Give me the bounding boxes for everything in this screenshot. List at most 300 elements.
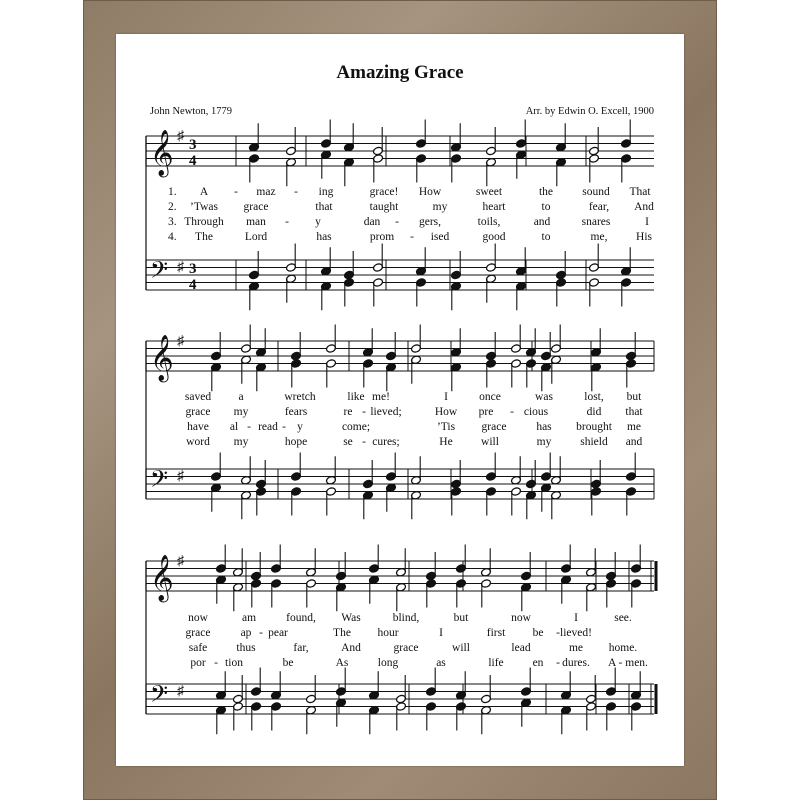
lyric-syllable: - bbox=[556, 657, 560, 669]
note bbox=[589, 278, 600, 307]
note bbox=[336, 552, 347, 581]
lyric-syllable: grace bbox=[481, 421, 507, 433]
note bbox=[326, 359, 337, 388]
note bbox=[369, 671, 380, 700]
note bbox=[306, 675, 317, 704]
note bbox=[336, 698, 347, 727]
lyric-syllable: - bbox=[556, 627, 560, 639]
lyricist-credit: John Newton, 1779 bbox=[150, 106, 232, 117]
note bbox=[416, 247, 427, 276]
lyric-syllable: ised bbox=[430, 231, 450, 243]
lyric-syllable: - bbox=[247, 421, 251, 433]
lyric-syllable: ing bbox=[318, 186, 334, 198]
lyric-syllable: lost, bbox=[584, 391, 604, 403]
lyric-syllable: - bbox=[410, 231, 414, 243]
note bbox=[516, 120, 527, 149]
lyric-syllable: - bbox=[510, 406, 514, 418]
note bbox=[363, 460, 374, 489]
note bbox=[241, 490, 252, 519]
note bbox=[386, 453, 397, 482]
lyric-syllable: man bbox=[246, 216, 266, 228]
lyric-syllable: my bbox=[536, 436, 552, 448]
note bbox=[451, 362, 462, 391]
lyric-syllable: will bbox=[481, 436, 499, 448]
note bbox=[451, 460, 462, 489]
note bbox=[271, 702, 282, 731]
note bbox=[373, 244, 384, 273]
lyric-syllable: but bbox=[453, 612, 469, 624]
verse-number: 3. bbox=[168, 216, 177, 228]
lyric-syllable: home. bbox=[608, 642, 638, 654]
note bbox=[411, 456, 422, 485]
lyric-syllable: dures. bbox=[562, 657, 590, 669]
lyric-syllable: thus bbox=[236, 642, 256, 654]
lyric-syllable: now bbox=[188, 612, 208, 624]
lyric-syllable: ’Tis bbox=[436, 421, 456, 433]
lyric-syllable: found, bbox=[286, 612, 316, 624]
bass-clef-icon: 𝄢 bbox=[150, 680, 169, 713]
lyric-syllable: like bbox=[347, 391, 365, 403]
lyric-syllable: maz bbox=[256, 186, 276, 198]
note bbox=[631, 671, 642, 700]
note bbox=[526, 490, 537, 519]
note bbox=[456, 545, 467, 574]
lyric-syllable: safe bbox=[188, 642, 208, 654]
lyric-syllable: and bbox=[625, 436, 643, 448]
lyric-syllable: se bbox=[343, 436, 353, 448]
lyric-syllable: And bbox=[341, 642, 361, 654]
lyric-syllable: hour bbox=[377, 627, 399, 639]
note bbox=[511, 359, 522, 388]
note bbox=[426, 702, 437, 731]
note bbox=[373, 154, 384, 183]
note bbox=[486, 359, 497, 388]
note bbox=[631, 702, 642, 731]
lyric-syllable: my bbox=[233, 436, 249, 448]
lyric-syllable: - bbox=[362, 436, 366, 448]
lyric-syllable: grace bbox=[393, 642, 419, 654]
lyric-syllable: lieved; bbox=[370, 406, 402, 418]
note bbox=[211, 453, 222, 482]
lyric-syllable: grace bbox=[185, 406, 211, 418]
note bbox=[626, 487, 637, 516]
lyric-syllable: that bbox=[625, 406, 643, 418]
note bbox=[561, 671, 572, 700]
lyric-syllable: come; bbox=[341, 421, 371, 433]
lyric-syllable: - bbox=[214, 657, 218, 669]
note bbox=[516, 247, 527, 276]
note bbox=[306, 705, 317, 734]
note bbox=[486, 127, 497, 156]
lyric-syllable: prom bbox=[369, 231, 395, 243]
note bbox=[589, 154, 600, 183]
note bbox=[396, 675, 407, 704]
note bbox=[251, 702, 262, 731]
time-signature-top: 3 bbox=[189, 261, 197, 277]
lyric-syllable: How bbox=[434, 406, 458, 418]
lyric-syllable: cious bbox=[523, 406, 549, 418]
note bbox=[271, 545, 282, 574]
lyric-syllable: me, bbox=[590, 231, 608, 243]
note bbox=[456, 579, 467, 608]
lyric-syllable: As bbox=[335, 657, 349, 669]
note bbox=[216, 545, 227, 574]
note bbox=[326, 456, 337, 485]
note bbox=[306, 548, 317, 577]
note bbox=[486, 332, 497, 361]
note bbox=[481, 705, 492, 734]
lyric-syllable: pre bbox=[478, 406, 494, 418]
note bbox=[586, 675, 597, 704]
lyric-syllable: - bbox=[285, 216, 289, 228]
note bbox=[396, 548, 407, 577]
lyric-syllable: once bbox=[479, 391, 501, 403]
note bbox=[591, 362, 602, 391]
lyric-syllable: me bbox=[626, 421, 642, 433]
note bbox=[426, 552, 437, 581]
note bbox=[586, 702, 597, 731]
note bbox=[516, 281, 527, 310]
note bbox=[556, 157, 567, 186]
note bbox=[551, 456, 562, 485]
bass-clef-icon: 𝄢 bbox=[150, 256, 169, 289]
note bbox=[344, 251, 355, 280]
lyric-syllable: ap bbox=[240, 627, 252, 639]
note bbox=[451, 328, 462, 357]
lyric-syllable: dan bbox=[363, 216, 381, 228]
note bbox=[526, 328, 537, 357]
lyric-syllable: me! bbox=[372, 391, 390, 403]
key-signature-sharp-icon: ♯ bbox=[177, 129, 184, 144]
note bbox=[526, 359, 537, 388]
note bbox=[256, 362, 267, 391]
note bbox=[386, 332, 397, 361]
note bbox=[416, 154, 427, 183]
bass-staff bbox=[146, 260, 654, 290]
note bbox=[586, 548, 597, 577]
note bbox=[233, 548, 244, 577]
lyric-syllable: That bbox=[629, 186, 651, 198]
time-signature-top: 3 bbox=[189, 137, 197, 153]
lyric-syllable: has bbox=[536, 421, 552, 433]
note bbox=[456, 702, 467, 731]
sheet-music-page bbox=[116, 34, 684, 766]
note bbox=[551, 490, 562, 519]
note bbox=[481, 579, 492, 608]
note bbox=[591, 460, 602, 489]
note bbox=[251, 668, 262, 697]
note bbox=[561, 705, 572, 734]
note bbox=[396, 582, 407, 611]
lyric-syllable: - bbox=[294, 186, 298, 198]
lyric-syllable: hope bbox=[284, 436, 308, 448]
lyric-syllable: life bbox=[488, 657, 504, 669]
lyric-syllable: And bbox=[634, 201, 654, 213]
lyric-syllable: His bbox=[636, 231, 652, 243]
lyric-syllable: cures; bbox=[372, 436, 400, 448]
note bbox=[606, 668, 617, 697]
note bbox=[416, 278, 427, 307]
lyric-syllable: far, bbox=[293, 642, 309, 654]
note bbox=[606, 702, 617, 731]
lyric-syllable: to bbox=[541, 201, 551, 213]
note bbox=[589, 244, 600, 273]
note bbox=[241, 355, 252, 384]
note bbox=[369, 575, 380, 604]
note bbox=[363, 490, 374, 519]
note bbox=[541, 453, 552, 482]
treble-staff bbox=[146, 341, 654, 371]
note bbox=[416, 120, 427, 149]
lyric-syllable: but bbox=[626, 391, 642, 403]
note bbox=[626, 453, 637, 482]
note bbox=[344, 123, 355, 152]
lyric-syllable: be bbox=[282, 657, 294, 669]
note bbox=[526, 460, 537, 489]
note bbox=[481, 675, 492, 704]
amen-text: A - men. bbox=[608, 657, 648, 669]
lyric-syllable: first bbox=[486, 627, 506, 639]
note bbox=[321, 281, 332, 310]
lyric-syllable: al bbox=[229, 421, 239, 433]
note bbox=[411, 490, 422, 519]
lyric-syllable: A bbox=[199, 186, 209, 198]
lyric-syllable: snares bbox=[581, 216, 611, 228]
lyric-syllable: tion bbox=[225, 657, 243, 669]
note bbox=[626, 332, 637, 361]
note bbox=[256, 487, 267, 516]
note bbox=[241, 325, 252, 354]
lyric-syllable: good bbox=[482, 231, 506, 243]
note bbox=[344, 278, 355, 307]
lyric-syllable: word bbox=[186, 436, 210, 448]
note bbox=[451, 281, 462, 310]
note bbox=[551, 355, 562, 384]
lyric-syllable: the bbox=[538, 186, 554, 198]
note bbox=[586, 582, 597, 611]
lyric-syllable: - bbox=[395, 216, 399, 228]
lyric-syllable: heart bbox=[482, 201, 506, 213]
note bbox=[249, 281, 260, 310]
note bbox=[426, 579, 437, 608]
note bbox=[521, 582, 532, 611]
note bbox=[386, 483, 397, 512]
note bbox=[486, 274, 497, 303]
key-signature-sharp-icon: ♯ bbox=[177, 684, 184, 699]
note bbox=[249, 154, 260, 183]
note bbox=[286, 127, 297, 156]
lyric-syllable: as bbox=[436, 657, 446, 669]
note bbox=[541, 483, 552, 512]
note bbox=[211, 332, 222, 361]
lyric-syllable: long bbox=[377, 657, 399, 669]
lyric-syllable: re bbox=[343, 406, 353, 418]
note bbox=[251, 579, 262, 608]
note bbox=[621, 247, 632, 276]
lyric-syllable: The bbox=[333, 627, 351, 639]
note bbox=[541, 362, 552, 391]
note bbox=[286, 157, 297, 186]
note bbox=[256, 328, 267, 357]
note bbox=[626, 359, 637, 388]
lyric-syllable: Through bbox=[184, 216, 224, 228]
note bbox=[291, 487, 302, 516]
note bbox=[411, 355, 422, 384]
note bbox=[369, 705, 380, 734]
note bbox=[326, 487, 337, 516]
note bbox=[271, 579, 282, 608]
lyric-syllable: fears bbox=[284, 406, 308, 418]
note bbox=[521, 668, 532, 697]
lyric-syllable: read bbox=[258, 421, 278, 433]
note bbox=[451, 154, 462, 183]
lyric-syllable: gers, bbox=[418, 216, 442, 228]
lyric-syllable: that bbox=[315, 201, 333, 213]
lyric-syllable: brought bbox=[576, 421, 612, 433]
note bbox=[486, 487, 497, 516]
lyric-syllable: blind, bbox=[392, 612, 420, 624]
lyric-syllable: ’Twas bbox=[190, 201, 218, 213]
note bbox=[481, 548, 492, 577]
lyric-syllable: will bbox=[452, 642, 470, 654]
note bbox=[621, 120, 632, 149]
note bbox=[456, 671, 467, 700]
note bbox=[426, 668, 437, 697]
lyric-syllable: - bbox=[282, 421, 286, 433]
verse-number: 1. bbox=[168, 186, 177, 198]
note bbox=[369, 545, 380, 574]
note bbox=[451, 487, 462, 516]
lyric-syllable: have bbox=[187, 421, 209, 433]
note bbox=[486, 157, 497, 186]
lyric-syllable: I bbox=[645, 216, 649, 228]
lyric-syllable: How bbox=[418, 186, 442, 198]
key-signature-sharp-icon: ♯ bbox=[177, 260, 184, 275]
lyric-syllable: see. bbox=[614, 612, 632, 624]
lyric-syllable: grace bbox=[185, 627, 211, 639]
note bbox=[631, 545, 642, 574]
note bbox=[541, 332, 552, 361]
note bbox=[551, 325, 562, 354]
note bbox=[591, 328, 602, 357]
note bbox=[511, 456, 522, 485]
verse-number: 2. bbox=[168, 201, 177, 213]
note bbox=[321, 150, 332, 179]
lyric-syllable: be bbox=[532, 627, 544, 639]
lyric-syllable: y bbox=[315, 216, 321, 228]
note bbox=[251, 552, 262, 581]
lyric-syllable: I bbox=[444, 391, 448, 403]
lyric-syllable: toils, bbox=[477, 216, 501, 228]
note bbox=[606, 552, 617, 581]
lyric-syllable: my bbox=[432, 201, 448, 213]
note bbox=[631, 579, 642, 608]
hymn-title: Amazing Grace bbox=[336, 62, 464, 83]
note bbox=[291, 359, 302, 388]
note bbox=[516, 150, 527, 179]
lyric-syllable: I bbox=[439, 627, 443, 639]
key-signature-sharp-icon: ♯ bbox=[177, 554, 184, 569]
bass-clef-icon: 𝄢 bbox=[150, 465, 169, 498]
treble-staff bbox=[146, 136, 654, 166]
note bbox=[411, 325, 422, 354]
lyric-syllable: did bbox=[586, 406, 602, 418]
note bbox=[241, 456, 252, 485]
lyric-syllable: - bbox=[234, 186, 238, 198]
note bbox=[486, 244, 497, 273]
lyric-syllable: sweet bbox=[475, 186, 503, 198]
lyric-syllable: grace bbox=[243, 201, 269, 213]
note bbox=[321, 247, 332, 276]
note bbox=[386, 362, 397, 391]
lyric-syllable: has bbox=[316, 231, 332, 243]
verse-number: 4. bbox=[168, 231, 177, 243]
note bbox=[216, 671, 227, 700]
note bbox=[286, 244, 297, 273]
arranger-credit: Arr. by Edwin O. Excell, 1900 bbox=[525, 106, 654, 117]
lyric-syllable: lieved! bbox=[560, 627, 592, 639]
lyric-syllable: now bbox=[511, 612, 531, 624]
note bbox=[249, 251, 260, 280]
note bbox=[486, 453, 497, 482]
lyric-syllable: The bbox=[195, 231, 213, 243]
note bbox=[451, 251, 462, 280]
note bbox=[363, 359, 374, 388]
note bbox=[606, 579, 617, 608]
note bbox=[363, 328, 374, 357]
note bbox=[591, 487, 602, 516]
note bbox=[561, 545, 572, 574]
note bbox=[233, 675, 244, 704]
lyric-syllable: to bbox=[541, 231, 551, 243]
lyric-syllable: lead bbox=[511, 642, 531, 654]
treble-clef-icon: 𝄞 bbox=[150, 335, 174, 381]
note bbox=[589, 127, 600, 156]
note bbox=[233, 702, 244, 731]
note bbox=[233, 582, 244, 611]
note bbox=[561, 575, 572, 604]
note bbox=[216, 705, 227, 734]
note bbox=[249, 123, 260, 152]
note bbox=[511, 325, 522, 354]
lyric-syllable: pear bbox=[268, 627, 288, 639]
note bbox=[256, 460, 267, 489]
note bbox=[291, 453, 302, 482]
note bbox=[291, 332, 302, 361]
lyric-syllable: am bbox=[241, 612, 257, 624]
note bbox=[211, 362, 222, 391]
lyric-syllable: I bbox=[574, 612, 578, 624]
lyric-syllable: - bbox=[362, 406, 366, 418]
bass-staff bbox=[146, 469, 654, 499]
note bbox=[336, 668, 347, 697]
lyric-syllable: wretch bbox=[284, 391, 316, 403]
note bbox=[556, 251, 567, 280]
treble-clef-icon: 𝄞 bbox=[150, 130, 174, 176]
note bbox=[556, 123, 567, 152]
lyric-syllable: en bbox=[532, 657, 544, 669]
note bbox=[216, 575, 227, 604]
time-signature-bottom: 4 bbox=[189, 277, 197, 293]
lyric-syllable: a bbox=[238, 391, 244, 403]
lyric-syllable: grace! bbox=[369, 186, 399, 198]
lyric-syllable: Lord bbox=[244, 231, 268, 243]
lyric-syllable: shield bbox=[580, 436, 608, 448]
note bbox=[621, 154, 632, 183]
lyric-syllable: He bbox=[439, 436, 453, 448]
note bbox=[521, 552, 532, 581]
note bbox=[326, 325, 337, 354]
